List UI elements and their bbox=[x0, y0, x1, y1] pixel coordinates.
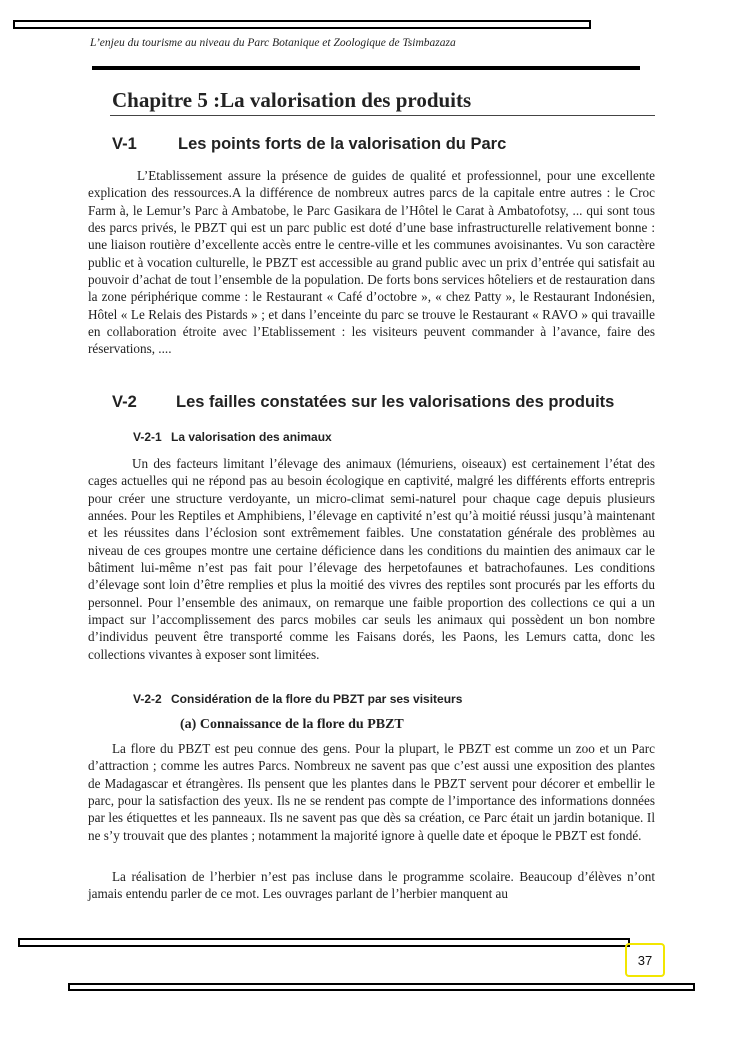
section-v1-paragraph: L’Etablissement assure la présence de guides de qualité et professionnel, pour une excellente explication des ressources.A la différence de nombreux autres parcs de la capitale entre autres : le Croc Farm à, le Lemur’s Parc à Ambatobe, le Parc Gasikara de l’Hôtel le Carat à Ambatofotsy, ... qui sont tous des parcs privés, le PBZT qui est un parc public est doté d’une base infrastructurelle relativement bonne : une liaison routière d’excellente accès entre le centre-ville et les communes avoisinantes. Vu son caractère public et à vocation culturelle, le PBZT est accessible au grand public avec un prix d’entrée qui satisfait au pouvoir d’achat de tout l’ensemble de la population. De forts bons services hôteliers et de restauration dans la zone périphérique comme : le Restaurant « Café d’octobre », « chez Patty », le Restaurant Indonésien, Hôtel « Le Relais des Pistards » ; et dans l’enceinte du parc se trouve le Restaurant « RAVO » qui travaille en collaboration étroite avec l’Etablissement : les visiteurs peuvent commander à l’avance, faire des réservations, .... bbox=[88, 168, 655, 357]
item-title: Connaissance de la flore du PBZT bbox=[199, 717, 404, 732]
subsection-title: La valorisation des animaux bbox=[171, 430, 332, 444]
subsection-title: Considération de la flore du PBZT par ses visiteurs bbox=[171, 692, 463, 706]
header-rule bbox=[92, 66, 640, 70]
chapter-title-underline bbox=[110, 115, 655, 116]
item-a-paragraph-2: La réalisation de l’herbier n’est pas incluse dans le programme scolaire. Beaucoup d’élèves n’ont jamais entendu parler de ce mot. Les ouvrages parlant de l’herbier manquent au bbox=[88, 869, 655, 902]
running-header-text: L’enjeu du tourisme au niveau du Parc Botanique et Zoologique de Tsimbazaza bbox=[90, 37, 456, 49]
subsection-heading-v2-1 bbox=[133, 430, 332, 444]
item-a-paragraph-1: La flore du PBZT est peu connue des gens. Pour la plupart, le PBZT est comme un zoo et un Parc d’attraction ; comme les autres Parcs. Nombreux ne savent pas que c’est aussi une exposition des plantes de Madagascar et étrangères. Ils pensent que les plantes dans le PBZT servent pour décorer et embellir le parc, pour la satisfaction des yeux. Ils ne se rendent pas compte de l’importance des informations données par les étiquettes et les panneaux. Ils ne savent pas que dès sa création, ce Parc était un jardin botanique. Il ne s’y trouvait que des plantes ; notamment la majorité ignore à quelle date et époque le PBZT est fondé. bbox=[88, 741, 655, 843]
item-label: (a) bbox=[180, 717, 197, 732]
section-number: V-2 bbox=[112, 393, 137, 411]
section-title: Les failles constatées sur les valorisations des produits bbox=[176, 393, 615, 411]
section-number: V-1 bbox=[112, 135, 137, 153]
header-frame-bar bbox=[13, 20, 591, 29]
footer-bottom-bar bbox=[68, 983, 695, 991]
item-a-heading bbox=[180, 717, 404, 733]
page-number-box bbox=[625, 943, 665, 977]
page-number: 37 bbox=[637, 952, 653, 968]
subsection-number: V-2-2 bbox=[133, 692, 162, 706]
subsection-number: V-2-1 bbox=[133, 430, 162, 444]
section-title: Les points forts de la valorisation du Parc bbox=[178, 135, 507, 153]
section-heading-v1 bbox=[112, 135, 506, 154]
subsection-heading-v2-2 bbox=[133, 692, 462, 706]
subsection-v2-1-paragraph: Un des facteurs limitant l’élevage des animaux (lémuriens, oiseaux) est certainement l’état des cages actuelles qui ne répond pas au besoin écologique en captivité, malgré les différents efforts entrepris pour créer une structure verdoyante, un micro-climat semi-naturel pour chaque cage depuis plusieurs années. Pour les Reptiles et Amphibiens, l’élevage en captivité n’est qu’à moitié réussi jusqu’à maintenant et les réussites dans l’éclosion sont extrêmement faibles. Une constatation générale des problèmes au niveau de ces groupes montre une certaine déficience dans les conditions du maintien des animaux car le bâtiment lui-même n’est pas fait pour l’élevage des herpetofaunes et batrachofaunes. Les conditions d’élevage sont loin d’être remplies et plus la moitié des vivres des reptiles sont procurés par les efforts du personnel. Pour l’ensemble des animaux, on remarque une faible proportion des collections ce qui a un impact sur l’accomplissement des parcs mobiles car seuls les animaux qui possèdent un bon nombre d’individus peuvent être transporté comme les Faisans dorés, les Paons, les Lemurs catta, donc les collections vivantes à exposer sont limitées. bbox=[88, 456, 655, 662]
section-heading-v2 bbox=[112, 393, 614, 412]
footer-frame-bar bbox=[18, 938, 630, 947]
chapter-title: Chapitre 5 :La valorisation des produits bbox=[112, 88, 472, 112]
